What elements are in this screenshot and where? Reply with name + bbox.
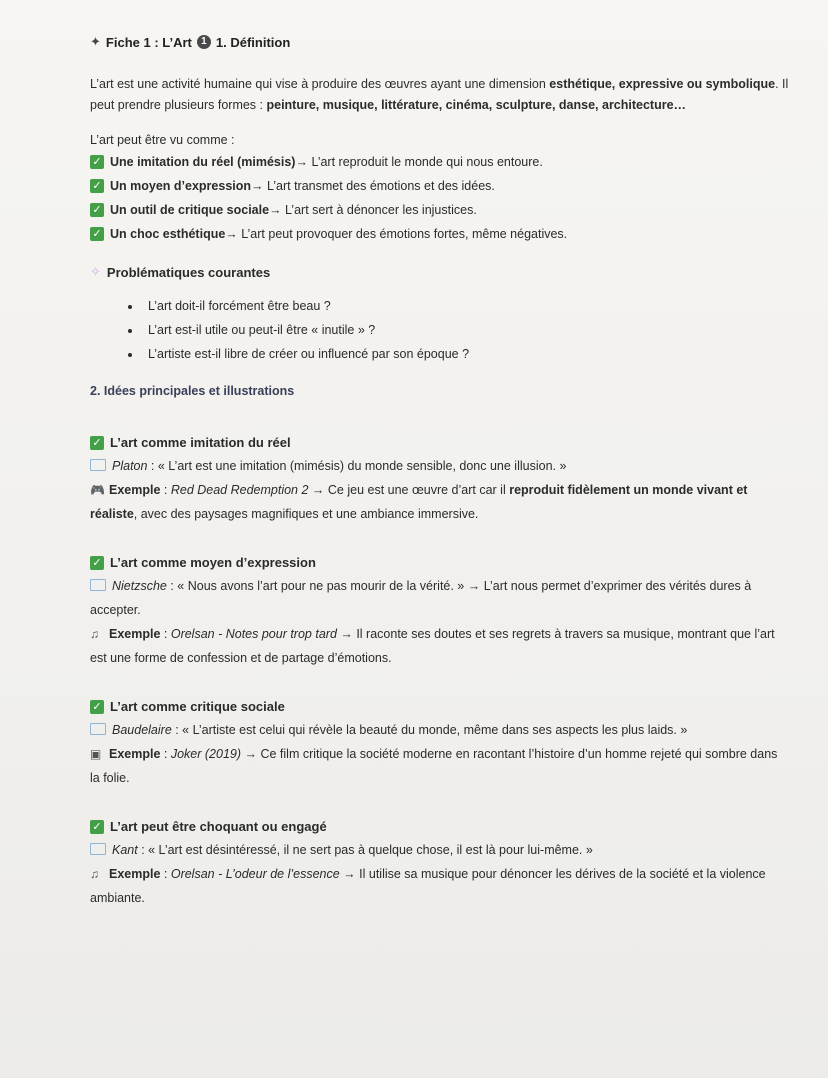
document-content bbox=[90, 34, 790, 910]
book-icon bbox=[90, 723, 106, 735]
book-icon bbox=[90, 459, 106, 471]
checkmark-icon: ✓ bbox=[90, 179, 104, 193]
book-icon bbox=[90, 843, 106, 855]
example-label: Exemple bbox=[109, 483, 161, 497]
idea-title bbox=[90, 432, 790, 454]
problems-list bbox=[90, 294, 790, 366]
example-line: ♫ Exemple : Orelsan - Notes pour trop tard → Il raconte ses doutes et ses regrets à travers sa musique, montrant que l’art est une forme de confession et de partage d’émotions. bbox=[90, 622, 790, 670]
idea-title-text: L’art comme imitation du réel bbox=[110, 435, 291, 450]
checkmark-icon: ✓ bbox=[90, 155, 104, 169]
quote-line bbox=[90, 838, 790, 862]
idea-block bbox=[90, 696, 790, 790]
check-bold: Un outil de critique sociale bbox=[110, 203, 270, 217]
example-label: Exemple bbox=[109, 867, 161, 881]
game-controller-icon: 🎮 bbox=[90, 483, 105, 497]
clapperboard-icon: ▣ bbox=[90, 747, 102, 761]
idea-title bbox=[90, 696, 790, 718]
idea-title-text: L’art comme moyen d’expression bbox=[110, 555, 316, 570]
example-line: ▣ Exemple : Joker (2019) → Ce film critique la société moderne en racontant l’histoire d’un homme rejeté qui sombre dans la folie. bbox=[90, 742, 790, 790]
example-work: Orelsan - L’odeur de l’essence bbox=[170, 867, 340, 881]
checkmark-icon: ✓ bbox=[90, 700, 104, 714]
example-text: → Ce jeu est une œuvre d’art car il bbox=[308, 483, 510, 497]
example-label: Exemple bbox=[109, 747, 161, 761]
checkmark-icon: ✓ bbox=[90, 227, 104, 241]
book-icon bbox=[90, 579, 106, 591]
quote-author: Kant bbox=[112, 843, 138, 857]
quote-text: : « L’artiste est celui qui révèle la beauté du monde, même dans ses aspects les plus laids. » bbox=[171, 723, 688, 737]
quote-author: Platon bbox=[112, 459, 148, 473]
quote-line bbox=[90, 454, 790, 478]
checkmark-icon: ✓ bbox=[90, 203, 104, 217]
example-work: Red Dead Redemption 2 bbox=[170, 483, 309, 497]
section-2-title: 2. Idées principales et illustrations bbox=[90, 384, 295, 398]
idea-title-text: L’art peut être choquant ou engagé bbox=[110, 819, 327, 834]
check-bold: Un choc esthétique bbox=[110, 227, 226, 241]
section-1-title: 1. Définition bbox=[215, 34, 291, 50]
example-work: Orelsan - Notes pour trop tard bbox=[170, 627, 337, 641]
check-item bbox=[90, 150, 790, 174]
check-item bbox=[90, 198, 790, 222]
example-end: , avec des paysages magnifiques et une ambiance immersive. bbox=[133, 507, 479, 521]
quote-text: : « L’art est une imitation (mimésis) du monde sensible, donc une illusion. » bbox=[147, 459, 567, 473]
example-label: Exemple bbox=[109, 627, 161, 641]
quote-line bbox=[90, 718, 790, 742]
quote-text: : « L’art est désintéressé, il ne sert pas à quelque chose, il est là pour lui-même. » bbox=[137, 843, 593, 857]
example-bold: reproduit fidèlement un monde vivant et réaliste bbox=[90, 483, 748, 521]
check-text: → L’art transmet des émotions et des idées. bbox=[251, 179, 495, 193]
checkmark-icon: ✓ bbox=[90, 436, 104, 450]
idea-title-text: L’art comme critique sociale bbox=[110, 699, 285, 714]
idea-block bbox=[90, 816, 790, 910]
intro-bold-1: esthétique, expressive ou symbolique bbox=[549, 77, 776, 91]
checkmark-icon: ✓ bbox=[90, 556, 104, 570]
list-item: • L’art doit-il forcément être beau ? bbox=[142, 294, 790, 318]
quote-author: Baudelaire bbox=[112, 723, 172, 737]
check-text: → L’art sert à dénoncer les injustices. bbox=[269, 203, 477, 217]
check-item bbox=[90, 222, 790, 246]
example-work: Joker (2019) bbox=[170, 747, 242, 761]
example-text: → Il raconte ses doutes et ses regrets à travers sa musique, montrant que l’art est une forme de confession et de partage d’émotions. bbox=[90, 627, 775, 665]
example-line: ♫ Exemple : Orelsan - L’odeur de l’essence → Il utilise sa musique pour dénoncer les dérives de la société et la violence ambiante. bbox=[90, 862, 790, 910]
number-badge: 1 bbox=[197, 35, 211, 49]
can-be-seen-label: L’art peut être vu comme : bbox=[90, 133, 235, 147]
idea-block bbox=[90, 432, 790, 526]
check-text: → L’art peut provoquer des émotions fortes, même négatives. bbox=[225, 227, 568, 241]
quote-text: : « Nous avons l’art pour ne pas mourir de la vérité. » → L’art nous permet d’exprimer des vérités dures à accepter. bbox=[90, 579, 752, 617]
list-item: • L’artiste est-il libre de créer ou influencé par son époque ? bbox=[142, 342, 790, 366]
quote-line bbox=[90, 574, 790, 622]
check-text: → L’art reproduit le monde qui nous entoure. bbox=[295, 155, 543, 169]
intro-bold-2: peinture, musique, littérature, cinéma, sculpture, danse, architecture… bbox=[266, 98, 687, 112]
example-text: → Il utilise sa musique pour dénoncer les dérives de la société et la violence ambiante. bbox=[90, 867, 766, 905]
checkmark-icon: ✓ bbox=[90, 820, 104, 834]
check-bold: Une imitation du réel (mimésis) bbox=[110, 155, 296, 169]
intro-text-1: L’art est une activité humaine qui vise à produire des œuvres ayant une dimension bbox=[90, 77, 550, 91]
music-notes-icon: ♫ bbox=[90, 867, 99, 881]
music-notes-icon: ♫ bbox=[90, 627, 99, 641]
example-text: → Ce film critique la société moderne en racontant l’histoire d’un homme rejeté qui sombre dans la folie. bbox=[90, 747, 778, 785]
idea-title bbox=[90, 552, 790, 574]
intro-paragraph bbox=[90, 74, 790, 116]
idea-block bbox=[90, 552, 790, 670]
sparkle-icon: ✧ bbox=[90, 264, 101, 279]
idea-title bbox=[90, 816, 790, 838]
intro-text-2: . Il peut prendre plusieurs formes : bbox=[90, 77, 789, 112]
page-header bbox=[90, 34, 790, 50]
pushpin-icon: ✦ bbox=[90, 34, 101, 49]
list-item: • L’art est-il utile ou peut-il être « inutile » ? bbox=[142, 318, 790, 342]
problems-title: Problématiques courantes bbox=[106, 264, 271, 280]
quote-author: Nietzsche bbox=[112, 579, 167, 593]
check-item bbox=[90, 174, 790, 198]
page-title: Fiche 1 : L’Art bbox=[105, 34, 192, 50]
problems-heading bbox=[90, 264, 790, 280]
check-bold: Un moyen d’expression bbox=[110, 179, 252, 193]
checklist bbox=[90, 150, 790, 246]
example-line: 🎮 Exemple : Red Dead Redemption 2 → Ce jeu est une œuvre d’art car il reproduit fidèlement un monde vivant et réaliste, avec des paysages magnifiques et une ambiance immersive. bbox=[90, 478, 790, 526]
